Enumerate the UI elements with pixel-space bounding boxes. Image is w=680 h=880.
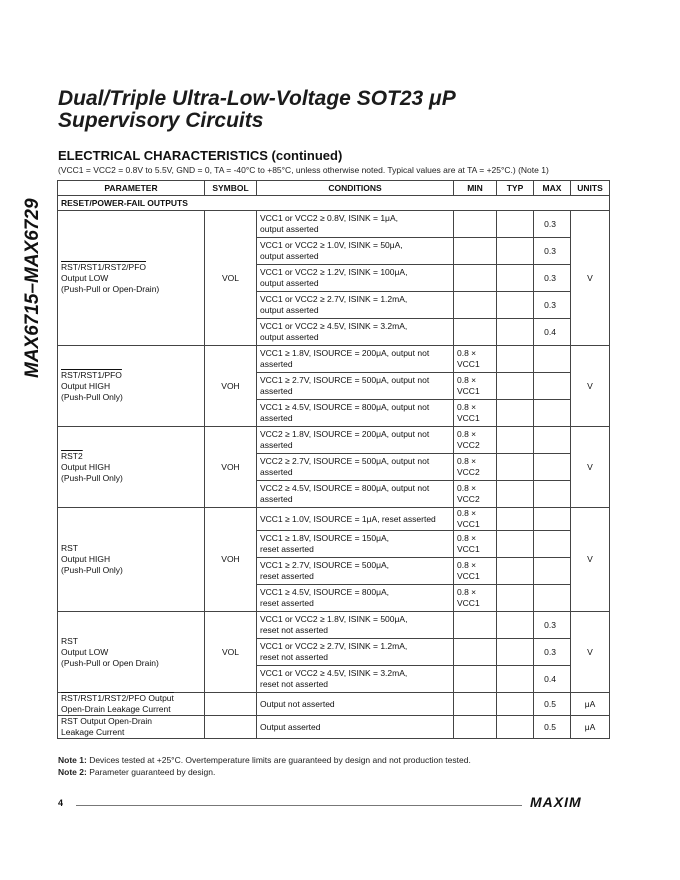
- header-symbol: SYMBOL: [205, 181, 257, 196]
- condition-line: VCC1 or VCC2 ≥ 0.8V, ISINK = 1μA,: [260, 213, 398, 223]
- page-number: 4: [58, 798, 64, 808]
- min-cell: 0.8 × VCC2: [454, 481, 497, 508]
- units-cell: V: [571, 508, 610, 612]
- parameter-line: Output HIGH: [61, 461, 111, 472]
- test-conditions: (VCC1 = VCC2 = 0.8V to 5.5V, GND = 0, TA = -40°C to +85°C, unless otherwise noted. Typical values are at TA = +25°C.) (Note 1): [58, 165, 549, 175]
- conditions-cell: [257, 585, 454, 612]
- parameter-line: (Push-Pull Only): [61, 472, 123, 483]
- header-typ: TYP: [497, 181, 534, 196]
- parameter-line: Open-Drain Leakage Current: [61, 704, 171, 714]
- parameter-line: RST Output Open-Drain: [61, 716, 153, 726]
- min-cell: 0.8 × VCC1: [454, 585, 497, 612]
- max-cell: 0.4: [534, 319, 571, 346]
- section-title: ELECTRICAL CHARACTERISTICS (continued): [58, 148, 343, 163]
- typ-cell: [497, 481, 534, 508]
- min-cell: 0.8 × VCC1: [454, 558, 497, 585]
- condition-line: asserted: [260, 386, 293, 396]
- max-cell: [534, 508, 571, 531]
- min-cell: [454, 693, 497, 716]
- notes: [58, 754, 471, 778]
- parameter-line: RST/RST1/RST2/PFO: [61, 261, 147, 272]
- max-cell: [534, 346, 571, 373]
- condition-line: VCC2 ≥ 1.8V, ISOURCE = 200μA, output not: [260, 429, 430, 439]
- typ-cell: [497, 373, 534, 400]
- conditions-cell: [257, 558, 454, 585]
- table-row: [58, 612, 610, 639]
- condition-line: VCC2 ≥ 2.7V, ISOURCE = 500μA, output not: [260, 456, 430, 466]
- side-title-graphic: [14, 150, 46, 380]
- symbol-cell: [205, 716, 257, 739]
- typ-cell: [497, 211, 534, 238]
- max-cell: 0.3: [534, 292, 571, 319]
- document-title-line-2: Supervisory Circuits: [58, 109, 264, 132]
- conditions-cell: [257, 481, 454, 508]
- typ-cell: [497, 531, 534, 558]
- table-header-row: [58, 181, 610, 196]
- typ-cell: [497, 693, 534, 716]
- table-row: [58, 508, 610, 531]
- note-2-text: Parameter guaranteed by design.: [89, 767, 216, 777]
- condition-line: reset not asserted: [260, 625, 329, 635]
- conditions-cell: [257, 508, 454, 531]
- table-row: [58, 211, 610, 238]
- parameter-line: RST: [61, 543, 78, 553]
- condition-line: asserted: [260, 467, 293, 477]
- parameter-cell: [58, 427, 205, 508]
- parameter-line: RST: [61, 635, 78, 646]
- parameter-line: Leakage Current: [61, 727, 125, 737]
- parameter-line: Output HIGH: [61, 380, 111, 391]
- condition-line: asserted: [260, 440, 293, 450]
- condition-line: VCC1 or VCC2 ≥ 2.7V, ISINK = 1.2mA,: [260, 294, 408, 304]
- min-cell: [454, 639, 497, 666]
- conditions-cell: [257, 238, 454, 265]
- condition-line: VCC1 or VCC2 ≥ 2.7V, ISINK = 1.2mA,: [260, 641, 408, 651]
- condition-line: output asserted: [260, 251, 319, 261]
- maxim-logo: MAXIM: [530, 794, 582, 810]
- max-cell: [534, 454, 571, 481]
- table-body: [58, 196, 610, 739]
- condition-line: VCC1 or VCC2 ≥ 1.8V, ISINK = 500μA,: [260, 614, 408, 624]
- typ-cell: [497, 666, 534, 693]
- min-cell: 0.8 × VCC1: [454, 400, 497, 427]
- typ-cell: [497, 346, 534, 373]
- conditions-cell: [257, 454, 454, 481]
- typ-cell: [497, 508, 534, 531]
- table-row: [58, 716, 610, 739]
- condition-line: output asserted: [260, 332, 319, 342]
- electrical-characteristics-table: [57, 180, 610, 739]
- max-cell: [534, 400, 571, 427]
- table-row: [58, 346, 610, 373]
- conditions-cell: [257, 400, 454, 427]
- units-cell: V: [571, 211, 610, 346]
- note-1-label: Note 1:: [58, 755, 87, 765]
- parameter-cell: [58, 693, 205, 716]
- parameter-cell: [58, 716, 205, 739]
- typ-cell: [497, 400, 534, 427]
- conditions-cell: [257, 693, 454, 716]
- symbol-cell: VOH: [205, 427, 257, 508]
- condition-line: VCC1 ≥ 2.7V, ISOURCE = 500μA,: [260, 560, 390, 570]
- min-cell: [454, 612, 497, 639]
- symbol-cell: VOL: [205, 211, 257, 346]
- condition-line: VCC1 ≥ 1.0V, ISOURCE = 1μA, reset asserted: [260, 513, 436, 524]
- parameter-cell: [58, 211, 205, 346]
- conditions-cell: [257, 639, 454, 666]
- units-cell: V: [571, 612, 610, 693]
- header-parameter: PARAMETER: [58, 181, 205, 196]
- symbol-cell: VOH: [205, 508, 257, 612]
- conditions-cell: [257, 319, 454, 346]
- condition-line: reset not asserted: [260, 652, 329, 662]
- min-cell: 0.8 × VCC2: [454, 427, 497, 454]
- min-cell: [454, 238, 497, 265]
- parameter-line: (Push-Pull or Open Drain): [61, 657, 159, 668]
- max-cell: [534, 558, 571, 585]
- parameter-line: RST/RST1/PFO: [61, 369, 122, 380]
- min-cell: [454, 319, 497, 346]
- typ-cell: [497, 319, 534, 346]
- condition-line: output asserted: [260, 278, 319, 288]
- condition-line: VCC1 ≥ 4.5V, ISOURCE = 800μA,: [260, 587, 390, 597]
- typ-cell: [497, 716, 534, 739]
- document-title-line-1: Dual/Triple Ultra-Low-Voltage SOT23 μP: [58, 87, 456, 110]
- side-title: [14, 150, 46, 380]
- parameter-line: RST2: [61, 450, 83, 461]
- parameter-cell: [58, 346, 205, 427]
- note-2: [58, 766, 471, 778]
- max-cell: 0.3: [534, 639, 571, 666]
- condition-line: VCC2 ≥ 4.5V, ISOURCE = 800μA, output not: [260, 483, 430, 493]
- conditions-cell: [257, 265, 454, 292]
- condition-line: VCC1 ≥ 1.8V, ISOURCE = 200μA, output not: [260, 348, 430, 358]
- max-cell: 0.3: [534, 265, 571, 292]
- conditions-cell: [257, 211, 454, 238]
- condition-line: reset asserted: [260, 571, 314, 581]
- group-label: RESET/POWER-FAIL OUTPUTS: [58, 196, 610, 211]
- condition-line: VCC1 ≥ 2.7V, ISOURCE = 500μA, output not: [260, 375, 430, 385]
- min-cell: [454, 265, 497, 292]
- max-cell: 0.3: [534, 612, 571, 639]
- typ-cell: [497, 265, 534, 292]
- header-units: UNITS: [571, 181, 610, 196]
- min-cell: 0.8 × VCC1: [454, 373, 497, 400]
- units-cell: μA: [571, 693, 610, 716]
- document-title: [58, 88, 456, 132]
- condition-line: VCC1 ≥ 4.5V, ISOURCE = 800μA, output not: [260, 402, 430, 412]
- min-cell: 0.8 × VCC1: [454, 531, 497, 558]
- note-1-text: Devices tested at +25°C. Overtemperature limits are guaranteed by design and not production tested.: [89, 755, 471, 765]
- condition-line: VCC1 or VCC2 ≥ 4.5V, ISINK = 3.2mA,: [260, 321, 408, 331]
- condition-line: reset not asserted: [260, 679, 329, 689]
- parameter-line: Output HIGH: [61, 554, 111, 564]
- units-cell: μA: [571, 716, 610, 739]
- conditions-cell: [257, 292, 454, 319]
- header-conditions: CONDITIONS: [257, 181, 454, 196]
- min-cell: [454, 716, 497, 739]
- symbol-cell: [205, 693, 257, 716]
- min-cell: 0.8 × VCC1: [454, 508, 497, 531]
- max-cell: 0.5: [534, 693, 571, 716]
- typ-cell: [497, 454, 534, 481]
- conditions-cell: [257, 373, 454, 400]
- units-cell: V: [571, 346, 610, 427]
- condition-line: reset asserted: [260, 544, 314, 554]
- max-cell: [534, 585, 571, 612]
- conditions-cell: [257, 346, 454, 373]
- parameter-line: (Push-Pull or Open-Drain): [61, 283, 160, 294]
- max-cell: 0.3: [534, 211, 571, 238]
- typ-cell: [497, 558, 534, 585]
- condition-line: output asserted: [260, 224, 319, 234]
- note-1: [58, 754, 471, 766]
- condition-line: asserted: [260, 494, 293, 504]
- condition-line: VCC1 or VCC2 ≥ 4.5V, ISINK = 3.2mA,: [260, 668, 408, 678]
- min-cell: 0.8 × VCC1: [454, 346, 497, 373]
- table-row: [58, 693, 610, 716]
- header-max: MAX: [534, 181, 571, 196]
- parameter-line: RST/RST1/RST2/PFO Output: [61, 693, 174, 703]
- min-cell: 0.8 × VCC2: [454, 454, 497, 481]
- typ-cell: [497, 612, 534, 639]
- note-2-label: Note 2:: [58, 767, 87, 777]
- min-cell: [454, 211, 497, 238]
- typ-cell: [497, 639, 534, 666]
- max-cell: 0.3: [534, 238, 571, 265]
- condition-line: output asserted: [260, 305, 319, 315]
- condition-line: VCC1 or VCC2 ≥ 1.2V, ISINK = 100μA,: [260, 267, 408, 277]
- condition-line: reset asserted: [260, 598, 314, 608]
- condition-line: VCC1 or VCC2 ≥ 1.0V, ISINK = 50μA,: [260, 240, 403, 250]
- condition-line: asserted: [260, 413, 293, 423]
- max-cell: [534, 373, 571, 400]
- condition-line: asserted: [260, 359, 293, 369]
- symbol-cell: VOL: [205, 612, 257, 693]
- min-cell: [454, 292, 497, 319]
- parameter-cell: [58, 612, 205, 693]
- symbol-cell: VOH: [205, 346, 257, 427]
- typ-cell: [497, 238, 534, 265]
- conditions-cell: [257, 531, 454, 558]
- max-cell: [534, 427, 571, 454]
- header-min: MIN: [454, 181, 497, 196]
- footer-divider: [76, 805, 522, 806]
- conditions-cell: [257, 427, 454, 454]
- condition-line: Output asserted: [260, 721, 321, 732]
- max-cell: 0.4: [534, 666, 571, 693]
- side-title-text: MAX6715–MAX6729: [22, 198, 43, 378]
- condition-line: Output not asserted: [260, 698, 335, 709]
- parameter-line: (Push-Pull Only): [61, 565, 123, 575]
- max-cell: [534, 531, 571, 558]
- group-row: [58, 196, 610, 211]
- parameter-line: Output LOW: [61, 272, 109, 283]
- parameter-line: (Push-Pull Only): [61, 391, 123, 402]
- max-cell: [534, 481, 571, 508]
- min-cell: [454, 666, 497, 693]
- condition-line: VCC1 ≥ 1.8V, ISOURCE = 150μA,: [260, 533, 390, 543]
- typ-cell: [497, 427, 534, 454]
- conditions-cell: [257, 666, 454, 693]
- units-cell: V: [571, 427, 610, 508]
- typ-cell: [497, 292, 534, 319]
- conditions-cell: [257, 612, 454, 639]
- table-row: [58, 427, 610, 454]
- max-cell: 0.5: [534, 716, 571, 739]
- conditions-cell: [257, 716, 454, 739]
- typ-cell: [497, 585, 534, 612]
- parameter-line: Output LOW: [61, 646, 109, 657]
- parameter-cell: [58, 508, 205, 612]
